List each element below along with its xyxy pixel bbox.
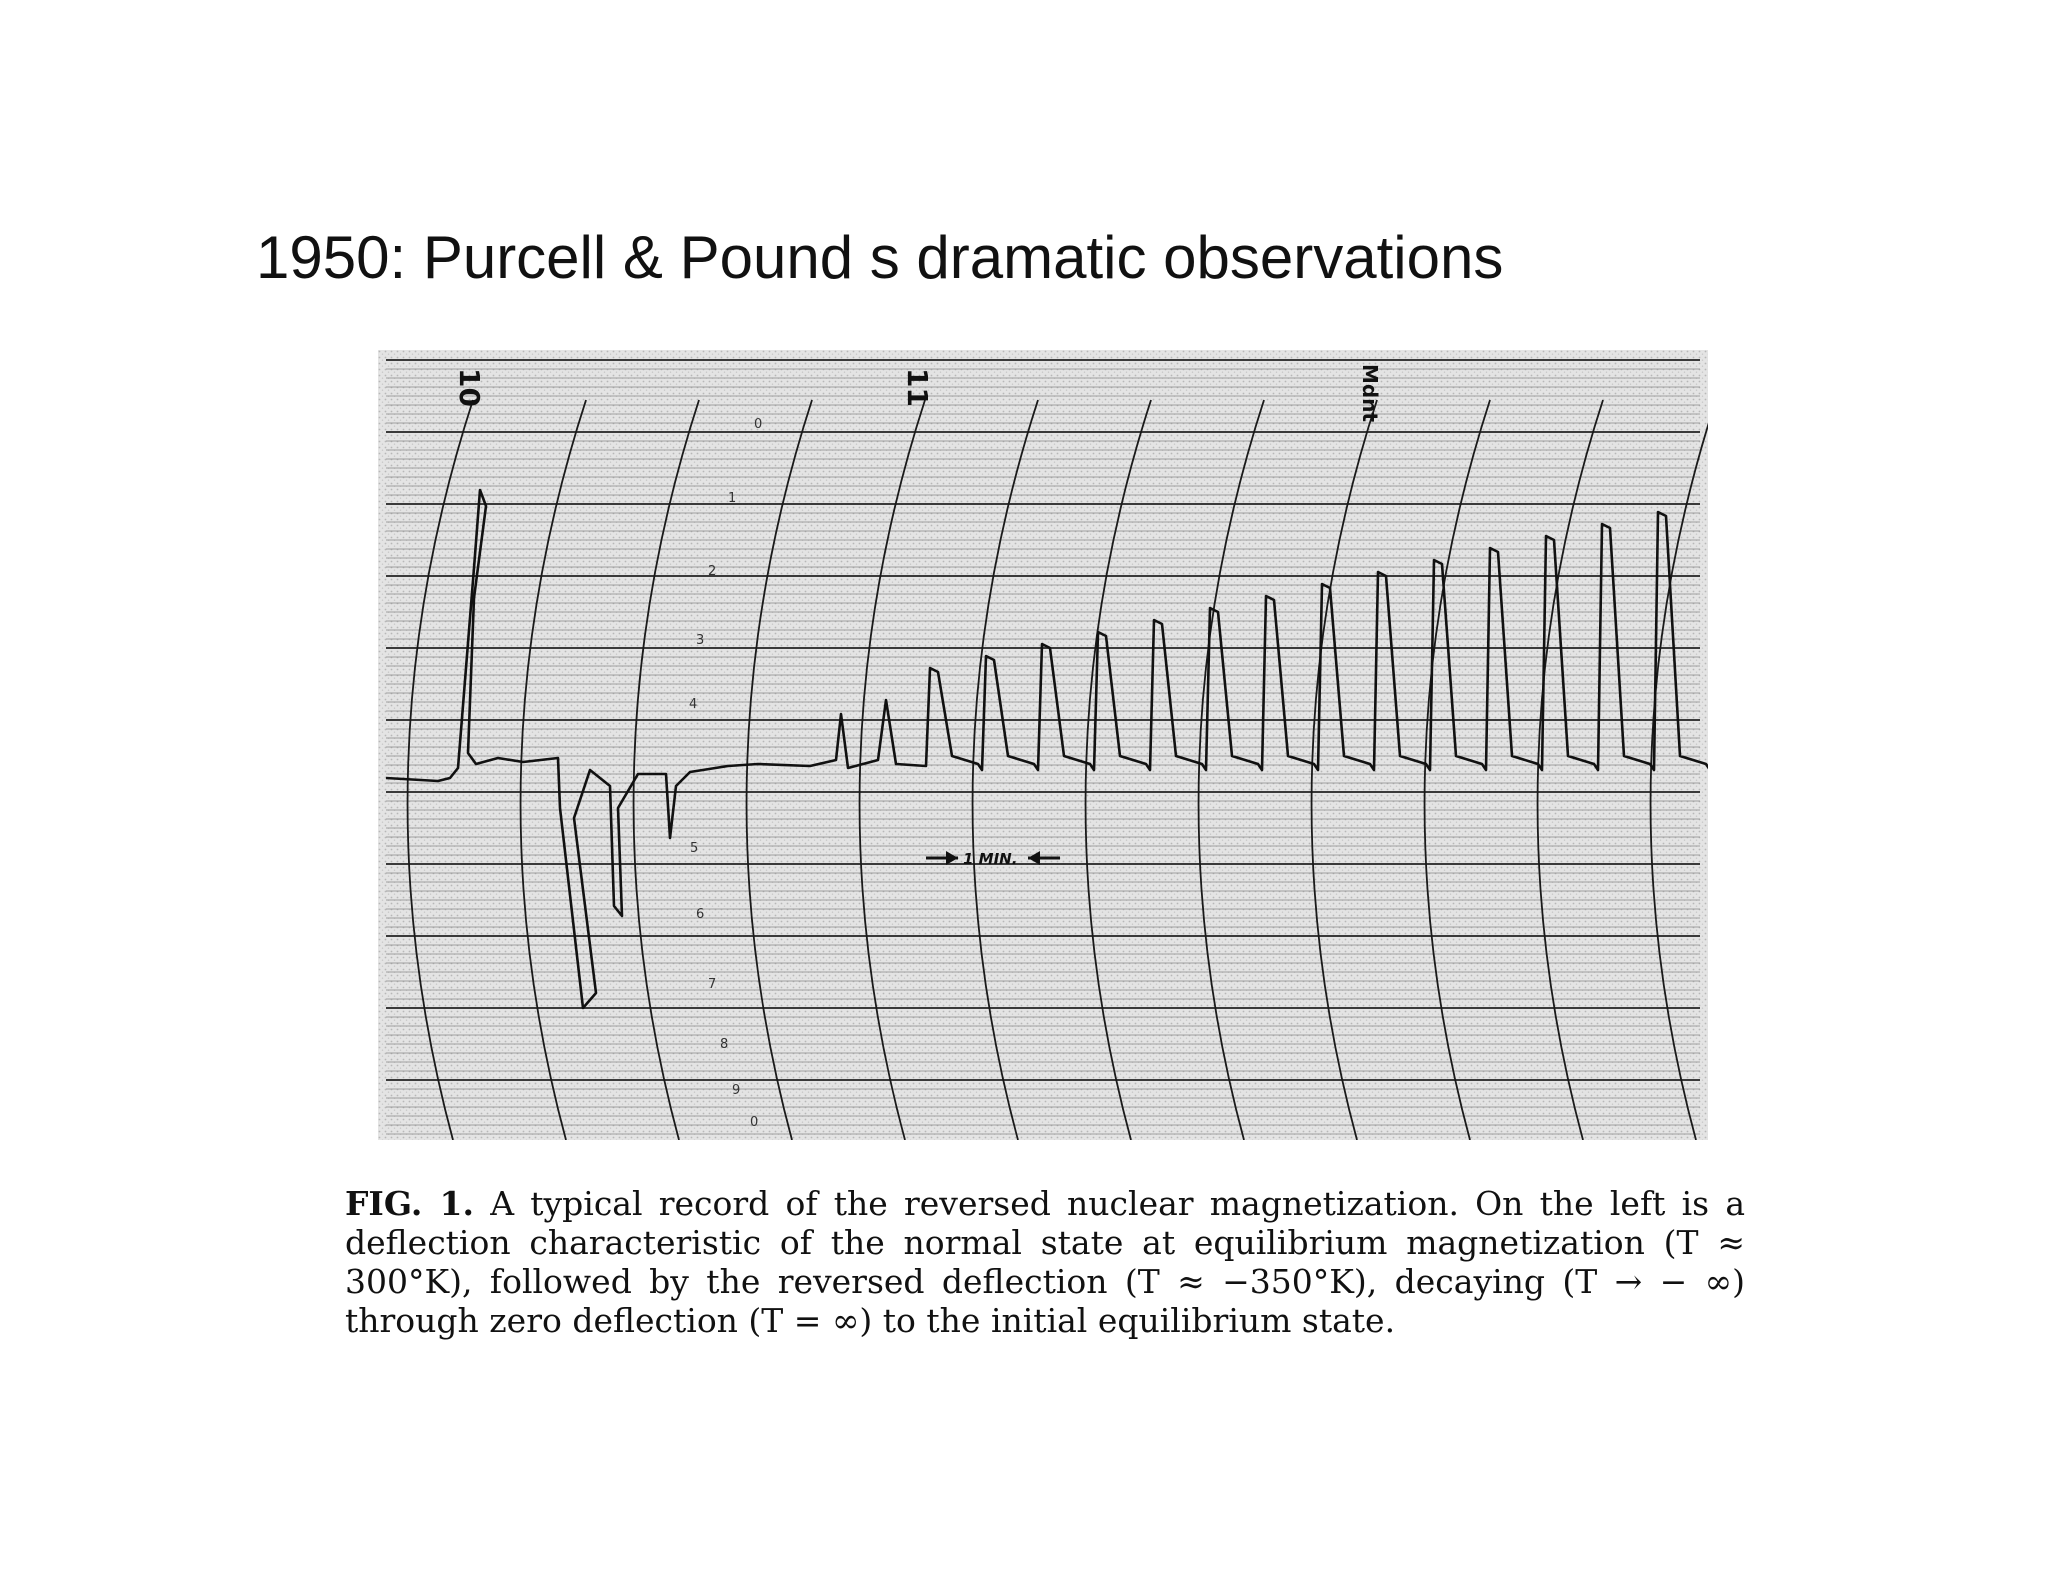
caption-text: A typical record of the reversed nuclear magnetization. On the left is a deflection characteristic of the normal state at equilibrium magnetization (T ≈ 300°K), followed by the reversed deflection (T ≈ −350°K), decaying (T → − ∞) through zero deflection (T = ∞) to the initial equilibrium state. xyxy=(345,1184,1745,1340)
scale-label: 6 xyxy=(696,907,705,922)
scale-label: 0 xyxy=(750,1115,759,1130)
scale-label: 9 xyxy=(732,1083,741,1098)
chart-recorder-trace xyxy=(378,350,1708,1140)
scale-label: 8 xyxy=(720,1037,729,1052)
chart-paper xyxy=(378,350,1708,1140)
scale-label: 5 xyxy=(690,841,699,856)
hour-label-midnight: Mdnt xyxy=(1358,364,1382,423)
scale-label: 3 xyxy=(696,633,705,648)
slide-title: 1950: Purcell & Pound s dramatic observations xyxy=(256,224,1504,291)
chart-recorder-figure xyxy=(378,350,1708,1140)
scale-label: 7 xyxy=(708,977,717,992)
figure-caption xyxy=(345,1184,1745,1340)
scale-label: 4 xyxy=(689,697,698,712)
scale-label: 2 xyxy=(708,564,717,579)
hour-label-11: 11 xyxy=(901,368,934,407)
caption-lead: FIG. 1. xyxy=(345,1184,475,1223)
scale-label: 1 xyxy=(728,491,737,506)
interval-label: 1 MIN. xyxy=(963,850,1018,868)
scale-label: 0 xyxy=(754,417,763,432)
hour-label-10: 10 xyxy=(453,368,486,407)
